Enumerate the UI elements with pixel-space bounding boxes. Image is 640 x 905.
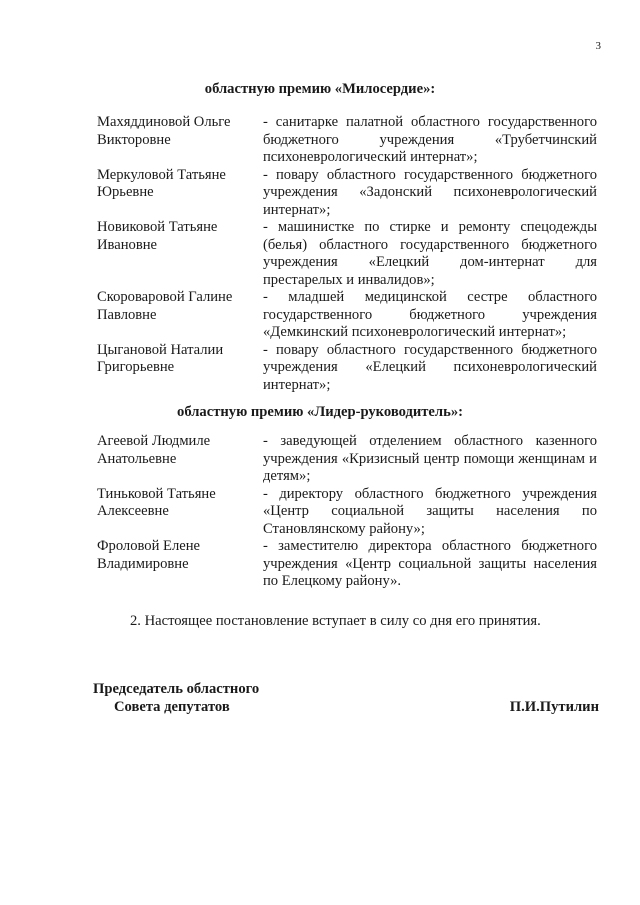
award-row bbox=[97, 342, 597, 395]
awards-list-lider-rukovoditel bbox=[97, 433, 597, 591]
award-row bbox=[97, 114, 597, 167]
award-row bbox=[97, 219, 597, 289]
recipient-description: - директору областного бюджетного учреждения «Центр социальной защиты населения по Становлянскому району»; bbox=[263, 485, 597, 537]
recipient-name: Фроловой Елене Владимировне bbox=[97, 538, 201, 572]
award-row bbox=[97, 167, 597, 220]
recipient-name: Скороваровой Галине Павловне bbox=[97, 289, 233, 323]
recipient-name: Агеевой Людмиле Анатольевне bbox=[97, 433, 211, 467]
award-row bbox=[97, 538, 597, 591]
recipient-description: - младшей медицинской сестре областного государственного бюджетного учреждения «Демкинский психоневрологический интернат»; bbox=[263, 289, 597, 340]
recipient-description: - заместителю директора областного бюджетного учреждения «Центр социальной защиты населения по Елецкому району». bbox=[263, 538, 597, 589]
closing-paragraph: 2. Настоящее постановление вступает в силу со дня его принятия. bbox=[130, 613, 541, 629]
signatory-title-line1: Председатель областного bbox=[93, 681, 260, 697]
recipient-description: - санитарке палатной областного государственного бюджетного учреждения «Трубетчинский психоневрологический интернат»; bbox=[263, 114, 597, 165]
signatory-name: П.И.Путилин bbox=[509, 698, 599, 715]
signature-block bbox=[93, 681, 599, 716]
recipient-description: - машинистке по стирке и ремонту спецодежды (белья) областного государственного бюджетного учреждения «Елецкий дом-интернат для престарелых и инвалидов»; bbox=[263, 219, 597, 288]
recipient-name: Меркуловой Татьяне Юрьевне bbox=[97, 166, 226, 200]
section-title-miloserdie: областную премию «Милосердие»: bbox=[204, 81, 436, 97]
recipient-description: - повару областного государственного бюджетного учреждения «Елецкий психоневрологический интернат»; bbox=[263, 341, 597, 393]
award-row bbox=[97, 289, 597, 342]
signatory-title-line2: Совета депутатов bbox=[114, 698, 230, 715]
award-row bbox=[97, 433, 597, 486]
recipient-name: Махяддиновой Ольге Викторовне bbox=[97, 114, 231, 148]
page-number: 3 bbox=[595, 40, 601, 52]
award-row bbox=[97, 486, 597, 539]
section-title-lider-rukovoditel: областную премию «Лидер-руководитель»: bbox=[177, 404, 463, 420]
recipient-name: Цыгановой Наталии Григорьевне bbox=[97, 341, 224, 375]
recipient-name: Новиковой Татьяне Ивановне bbox=[97, 219, 218, 253]
awards-list-miloserdie bbox=[97, 114, 597, 394]
signature-row bbox=[93, 699, 599, 717]
recipient-description: - повару областного государственного бюджетного учреждения «Задонский психоневрологический интернат»; bbox=[263, 166, 597, 218]
recipient-description: - заведующей отделением областного казенного учреждения «Кризисный центр помощи женщинам и детям»; bbox=[263, 433, 597, 484]
recipient-name: Тиньковой Татьяне Алексеевне bbox=[97, 485, 216, 519]
